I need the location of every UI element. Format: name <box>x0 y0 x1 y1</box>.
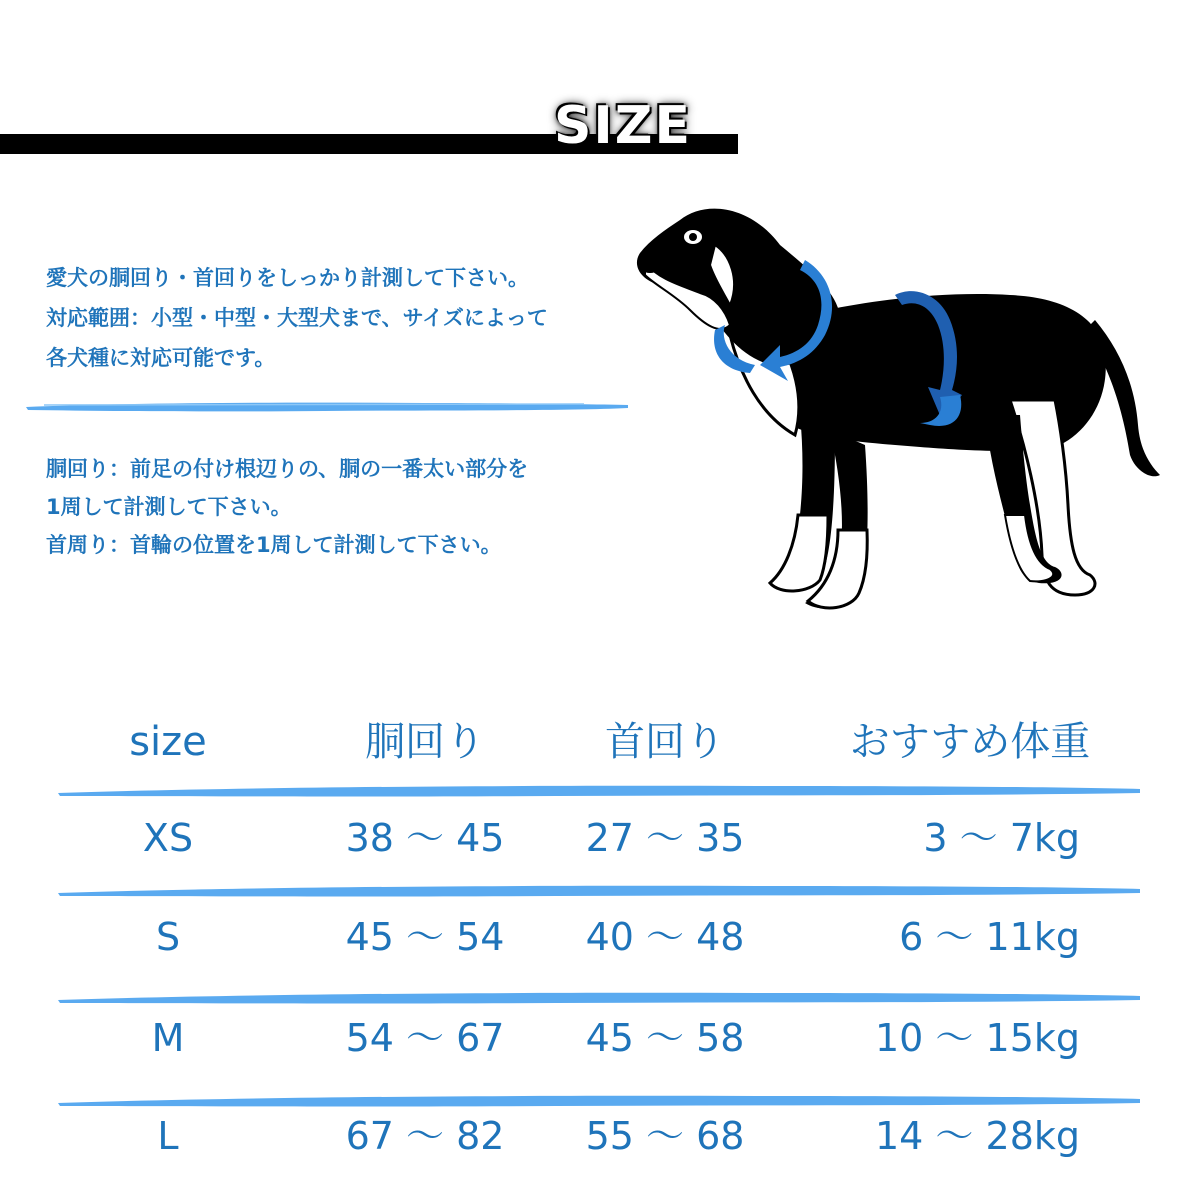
cell-chest: 54 ～ 67 <box>345 1016 505 1060</box>
cell-weight: 14 ～ 28kg <box>875 1114 1080 1158</box>
cell-neck: 40 ～ 48 <box>585 915 745 959</box>
cell-size: S <box>155 915 181 959</box>
cell-weight: 6 ～ 11kg <box>899 915 1080 959</box>
intro-line: 各犬種に対応可能です。 <box>46 346 276 370</box>
column-header-neck: 首回り <box>605 719 725 765</box>
measure-instructions <box>46 450 646 564</box>
brush-divider <box>56 881 1142 901</box>
intro-text <box>46 258 626 378</box>
instruction-line: 胴回り：前足の付け根辺りの、胴の一番太い部分を <box>46 457 529 481</box>
cell-size: L <box>157 1114 179 1158</box>
cell-weight: 10 ～ 15kg <box>875 1016 1080 1060</box>
cell-weight: 3 ～ 7kg <box>923 816 1080 860</box>
cell-neck: 27 ～ 35 <box>585 816 745 860</box>
brush-divider <box>56 781 1142 801</box>
page-title: SIZE <box>553 96 693 156</box>
cell-neck: 45 ～ 58 <box>585 1016 745 1060</box>
size-table-header <box>0 712 1200 772</box>
dog-measurement-icon <box>630 185 1170 615</box>
brush-divider <box>24 398 630 416</box>
intro-line: 愛犬の胴回り・首回りをしっかり計測して下さい。 <box>46 266 529 290</box>
cell-chest: 38 ～ 45 <box>345 816 505 860</box>
instruction-line: 1周して計測して下さい。 <box>46 495 292 519</box>
cell-size: XS <box>142 816 194 860</box>
table-row <box>0 907 1200 967</box>
table-row <box>0 1106 1200 1166</box>
cell-chest: 45 ～ 54 <box>345 915 505 959</box>
cell-chest: 67 ～ 82 <box>345 1114 505 1158</box>
brush-divider <box>56 988 1142 1008</box>
cell-neck: 55 ～ 68 <box>585 1114 745 1158</box>
column-header-size: size <box>129 719 207 765</box>
table-row <box>0 808 1200 868</box>
column-header-chest: 胴回り <box>365 719 485 765</box>
column-header-weight: おすすめ体重 <box>849 719 1091 765</box>
table-row <box>0 1008 1200 1068</box>
intro-line: 対応範囲：小型・中型・大型犬まで、サイズによって <box>46 306 548 330</box>
instruction-line: 首周り：首輪の位置を1周して計測して下さい。 <box>46 533 502 557</box>
cell-size: M <box>151 1016 185 1060</box>
